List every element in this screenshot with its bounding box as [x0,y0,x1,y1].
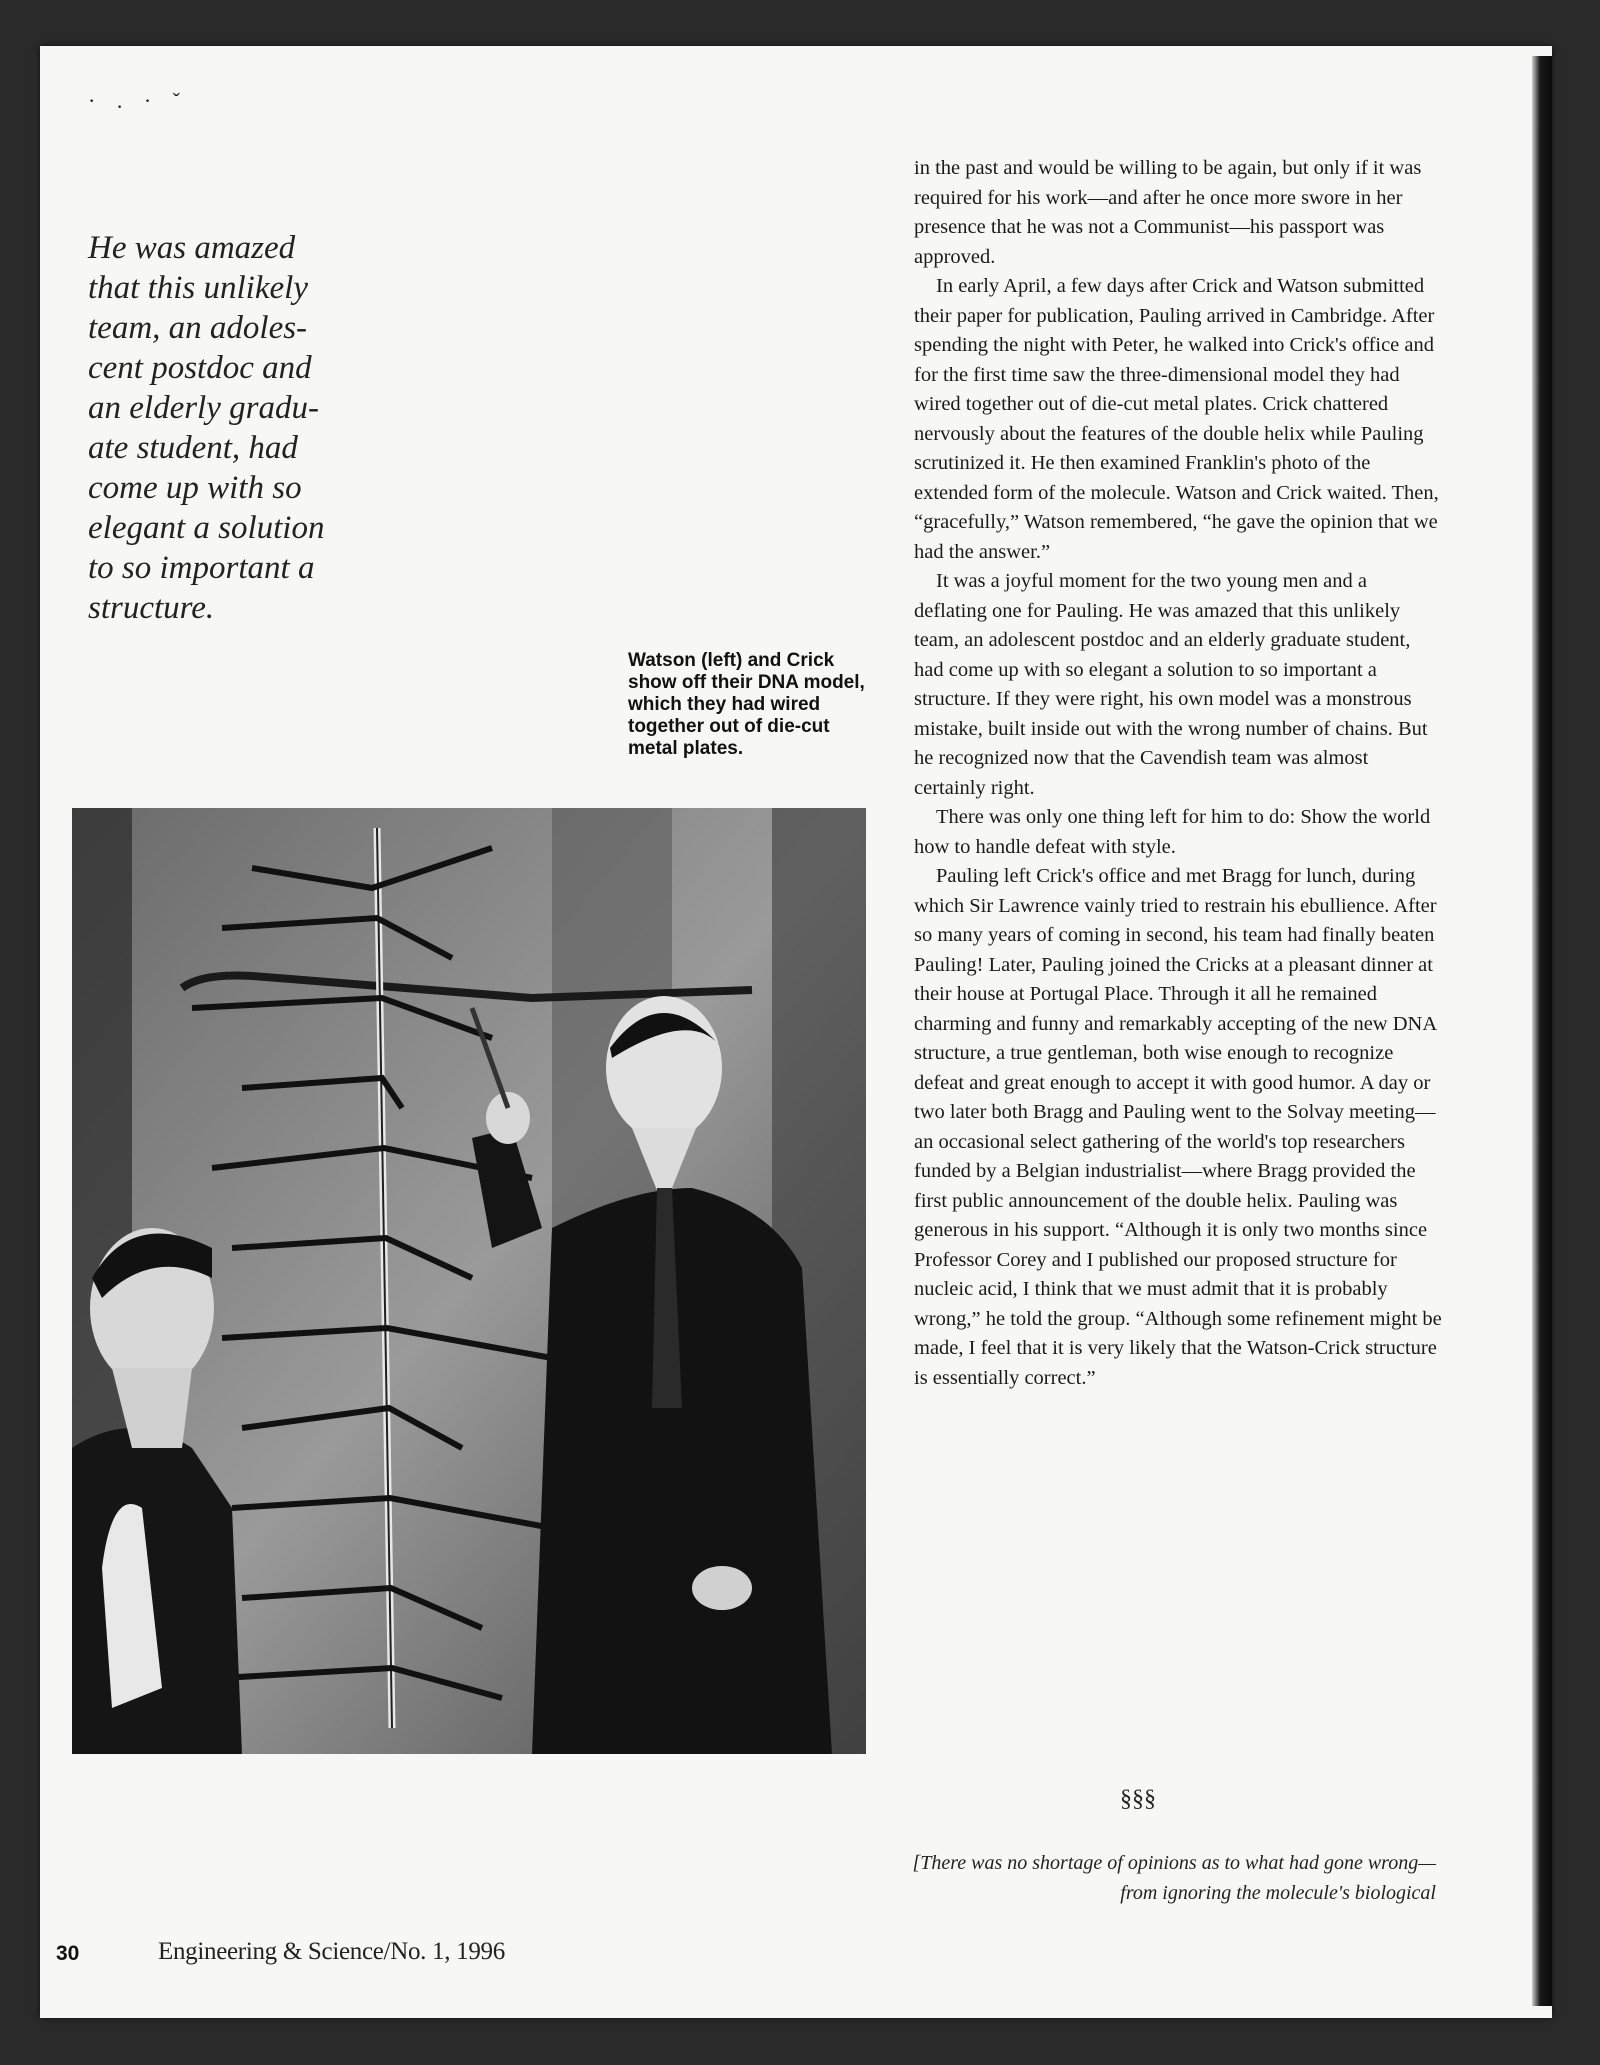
pull-quote-line: cent postdoc and [88,350,312,386]
pull-quote-line: elegant a solution [88,510,325,546]
pull-quote-line: structure. [88,590,215,626]
journal-footer: Engineering & Science/No. 1, 1996 [158,1938,505,1965]
pull-quote-line: an elderly gradu- [88,390,319,426]
pull-quote [88,228,378,628]
pull-quote-line: team, an adoles- [88,310,308,346]
body-paragraph: In early April, a few days after Crick and Watson submitted their paper for publication, Pauling arrived in Cambridge. After spending the night with Peter, he walked into Crick's office and for the first time saw the three-dimensional model they had wired together out of die-cut metal plates. Crick chattered nervously about the features of the double helix while Pauling scrutinized it. He then examined Franklin's photo of the extended form of the molecule. Watson and Crick waited. Then, “gracefully,” Watson remembered, “he gave the opinion that we had the answer.” [914,275,1439,563]
pull-quote-line: to so important a [88,550,315,586]
print-specks: · . · ˇ [88,88,188,113]
watson-crick-photo [72,808,866,1754]
page-number: 30 [56,1942,80,1965]
body-paragraph: in the past and would be willing to be again, but only if it was required for his work—and after he once more swore in her presence that he was not a Communist—his passport was approved. [914,157,1422,268]
page-spine-shadow [1532,56,1552,2006]
photo-caption: Watson (left) and Crick show off their DNA model, which they had wired together out of die-cut metal plates. [628,650,865,759]
body-paragraph: There was only one thing left for him to do: Show the world how to handle defeat with style. [914,806,1431,858]
pull-quote-line: ate student, had [88,430,298,466]
magazine-page [40,46,1552,2018]
pull-quote-line: come up with so [88,470,302,506]
section-separator: §§§ [1120,1786,1156,1812]
continuation-teaser: [There was no shortage of opinions as to what had gone wrong—from ignoring the molecule's biological [912,1852,1436,1904]
photo-illustration [72,808,866,1754]
body-paragraph: Pauling left Crick's office and met Bragg for lunch, during which Sir Lawrence vainly tried to restrain his ebullience. After so many years of coming in second, his team had finally beaten Pauling! Later, Pauling joined the Cricks at a pleasant dinner at their house at Portugal Place. Through it all he remained charming and funny and remarkably accepting of the new DNA structure, a true gentleman, both wise enough to recognize defeat and great enough to accept it with good humor. A day or two later both Bragg and Pauling went to the Solvay meeting—an occasional select gathering of the world's top researchers funded by a Belgian industrialist—where Bragg provided the first public announcement of the double helix. Pauling was generous in his support. “Although it is only two months since Professor Corey and I published our proposed structure for nucleic acid, I think that we must admit that it is probably wrong,” he told the group. “Although some refinement might be made, I feel that it is very likely that the Watson-Crick structure is essentially correct.” [914,865,1442,1389]
body-column [914,154,1442,1393]
body-paragraph: It was a joyful moment for the two young men and a deflating one for Pauling. He was amazed that this unlikely team, an adolescent postdoc and an elderly graduate student, had come up with so elegant a solution to so important a structure. If they were right, his own model was a monstrous mistake, built inside out with the wrong number of chains. But he recognized now that the Cavendish team was almost certainly right. [914,570,1428,799]
pull-quote-line: He was amazed [88,230,296,266]
pull-quote-line: that this unlikely [88,270,308,306]
